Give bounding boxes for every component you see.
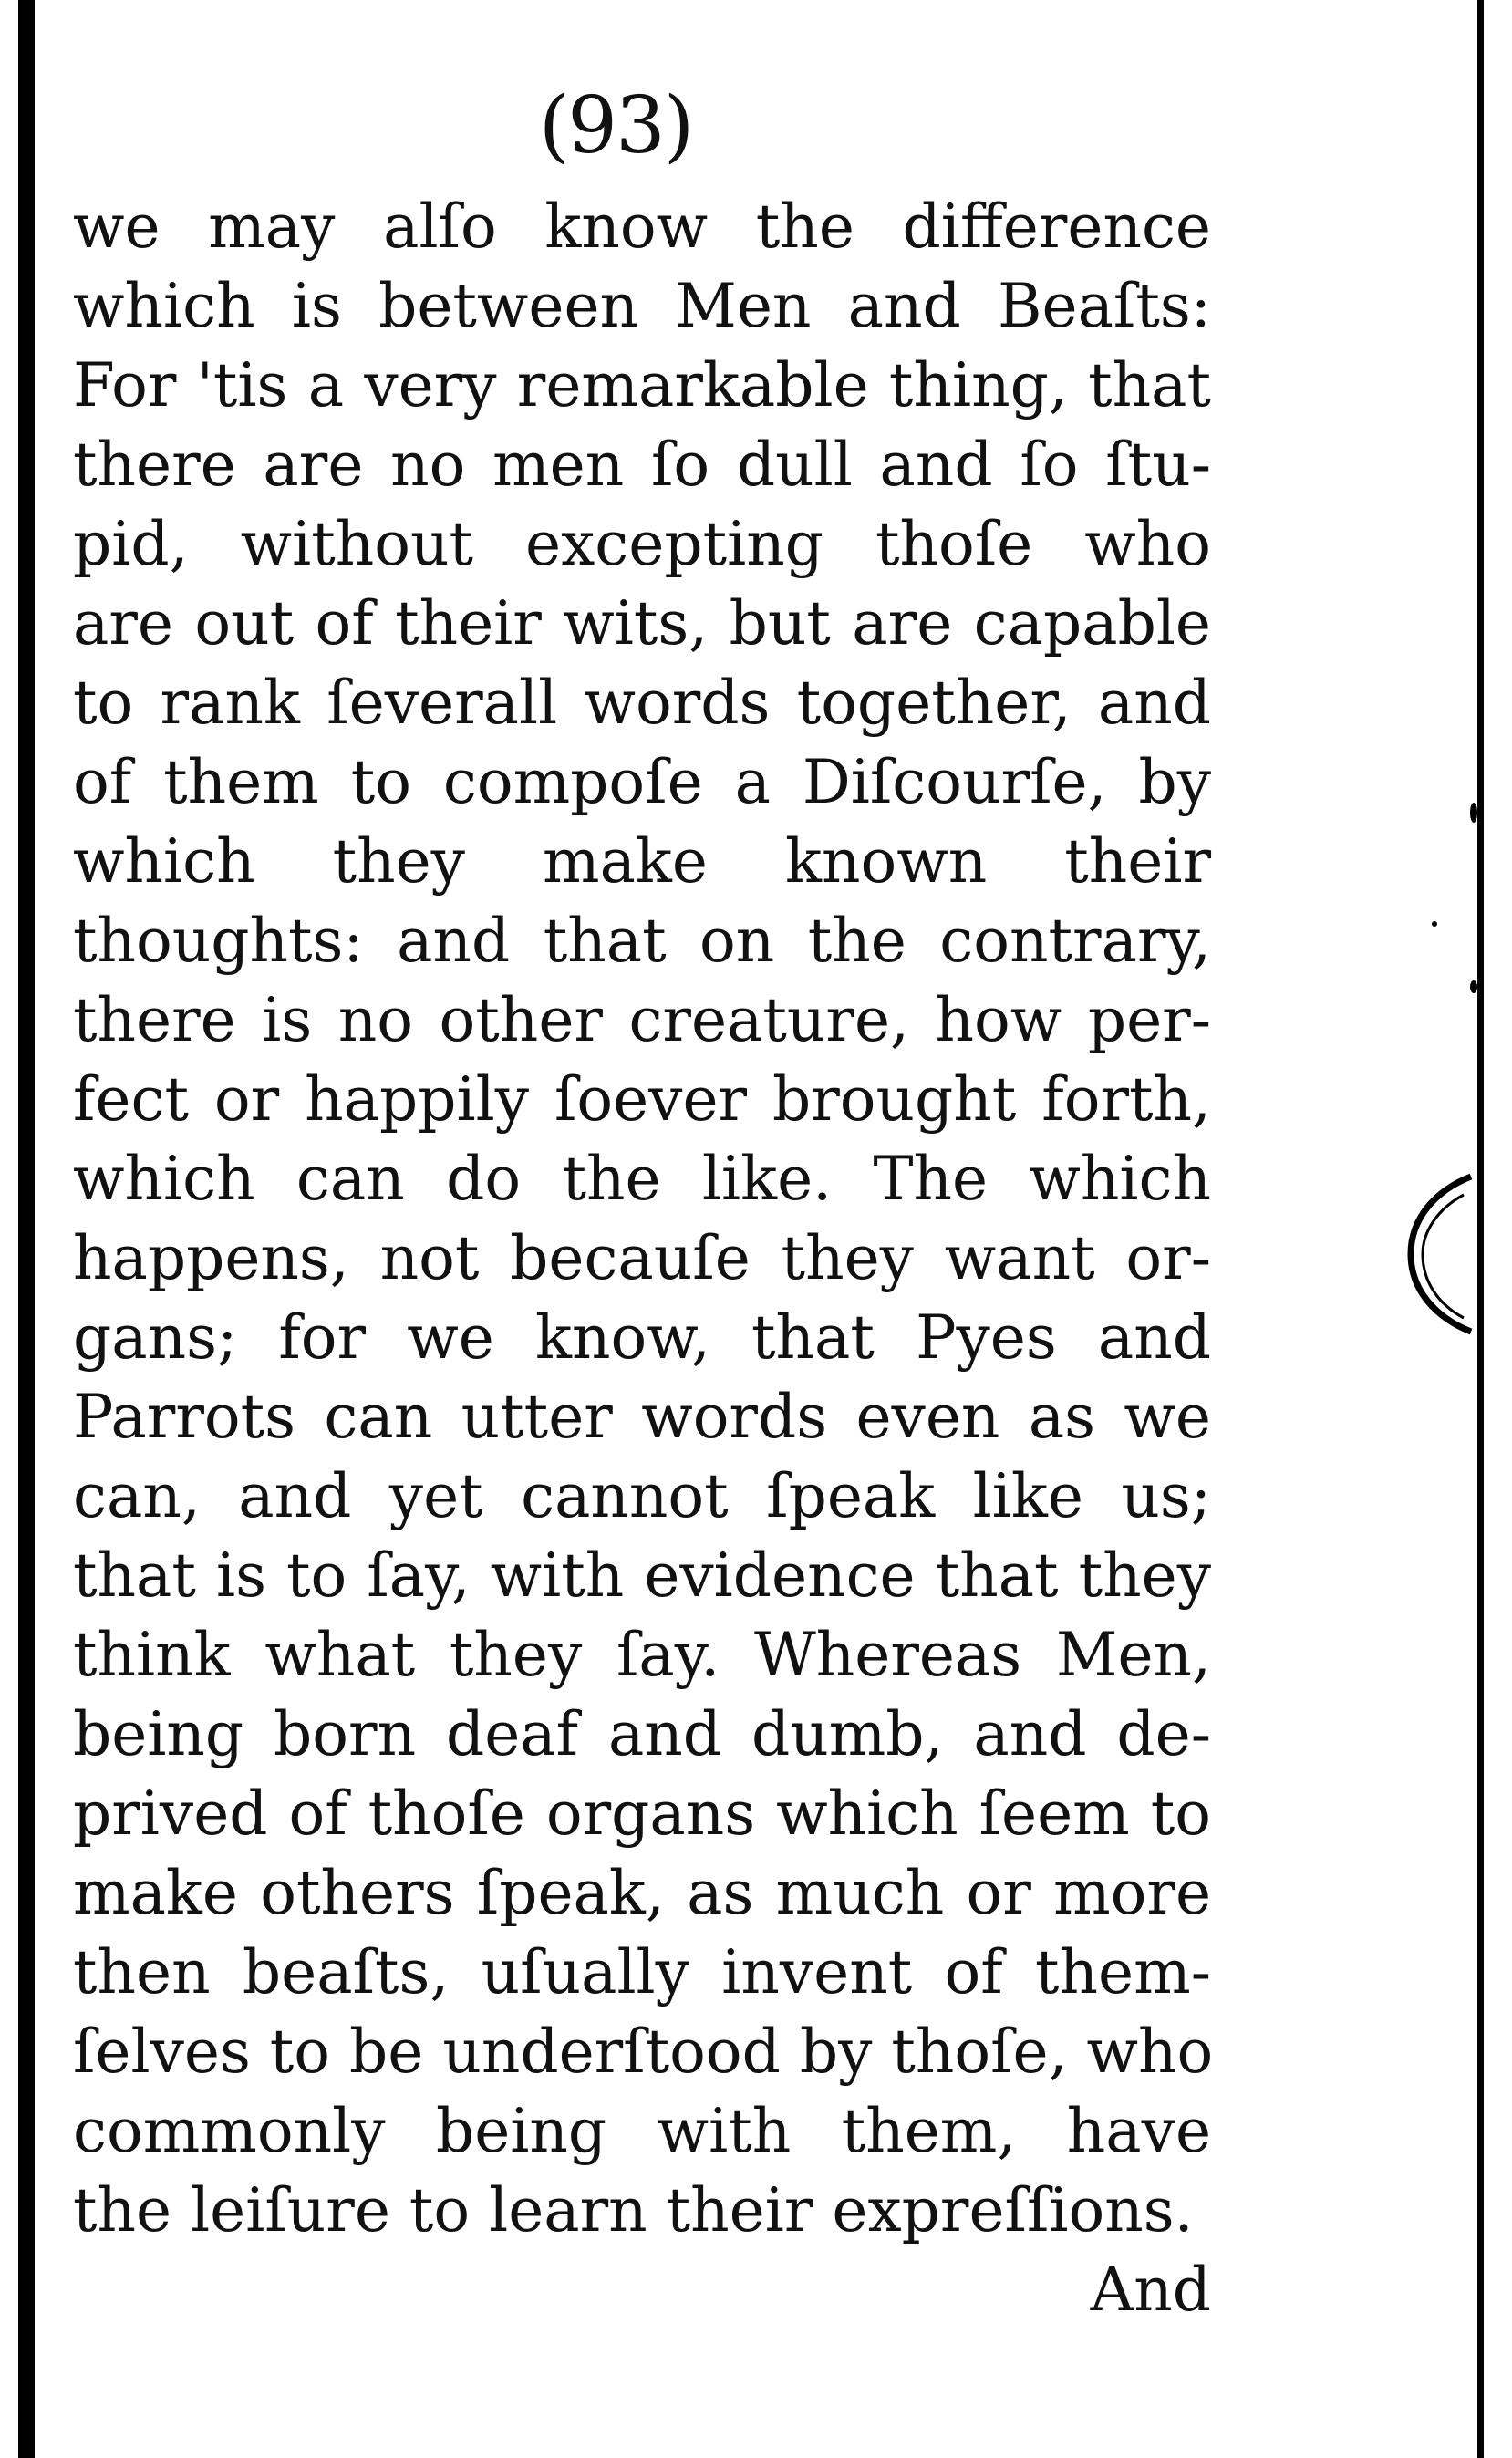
text-line: can, and yet cannot ſpeak like us; bbox=[73, 1461, 1211, 1531]
text-line: prived of thoſe organs which ſeem to bbox=[73, 1779, 1211, 1849]
text-line: happens, not becauſe they want or- bbox=[73, 1223, 1211, 1293]
text-line: to rank ſeverall words together, and bbox=[73, 668, 1211, 738]
text-line: which can do the like. The which bbox=[73, 1144, 1211, 1214]
text-line: then beaſts, uſually invent of them- bbox=[73, 1937, 1211, 2007]
text-line: the leiſure to learn their expreſſions. bbox=[73, 2175, 1194, 2245]
text-line: which is between Men and Beaſts: bbox=[73, 271, 1211, 341]
text-line: of them to compoſe a Diſcourſe, by bbox=[73, 747, 1211, 817]
text-line: there are no men ſo dull and ſo ſtu- bbox=[73, 430, 1211, 500]
ink-speck bbox=[1432, 921, 1437, 927]
binding-smudge bbox=[1400, 1167, 1473, 1341]
text-line: are out of their wits, but are capable bbox=[73, 588, 1211, 659]
text-line: pid, without excepting thoſe who bbox=[73, 509, 1211, 579]
catchword: And bbox=[1090, 2255, 1211, 2325]
text-line: commonly being with them, have bbox=[73, 2096, 1211, 2166]
ink-speck bbox=[1470, 803, 1477, 823]
ink-speck bbox=[1470, 980, 1477, 993]
text-line: Parrots can utter words even as we bbox=[73, 1382, 1211, 1452]
text-line: gans; for we know, that Pyes and bbox=[73, 1302, 1211, 1373]
text-line: which they make known their bbox=[73, 826, 1211, 897]
left-page-edge bbox=[18, 0, 35, 2458]
text-line: For 'tis a very remarkable thing, that bbox=[73, 350, 1211, 420]
text-line: thoughts: and that on the contrary, bbox=[73, 906, 1211, 976]
text-line: think what they ſay. Whereas Men, bbox=[73, 1620, 1211, 1690]
text-line: that is to ſay, with evidence that they bbox=[73, 1540, 1211, 1611]
text-line: fect or happily ſoever brought forth, bbox=[73, 1064, 1211, 1135]
body-text bbox=[73, 187, 1214, 2376]
text-line: we may alſo know the difference bbox=[73, 192, 1211, 262]
text-line: being born deaf and dumb, and de- bbox=[73, 1699, 1211, 1769]
text-line: there is no other creature, how per- bbox=[73, 985, 1211, 1055]
page-number: (93) bbox=[538, 80, 693, 171]
right-page-edge bbox=[1477, 0, 1484, 2458]
text-line: make others ſpeak, as much or more bbox=[73, 1858, 1211, 1928]
text-line: ſelves to be underſtood by thoſe, who bbox=[73, 2017, 1214, 2087]
